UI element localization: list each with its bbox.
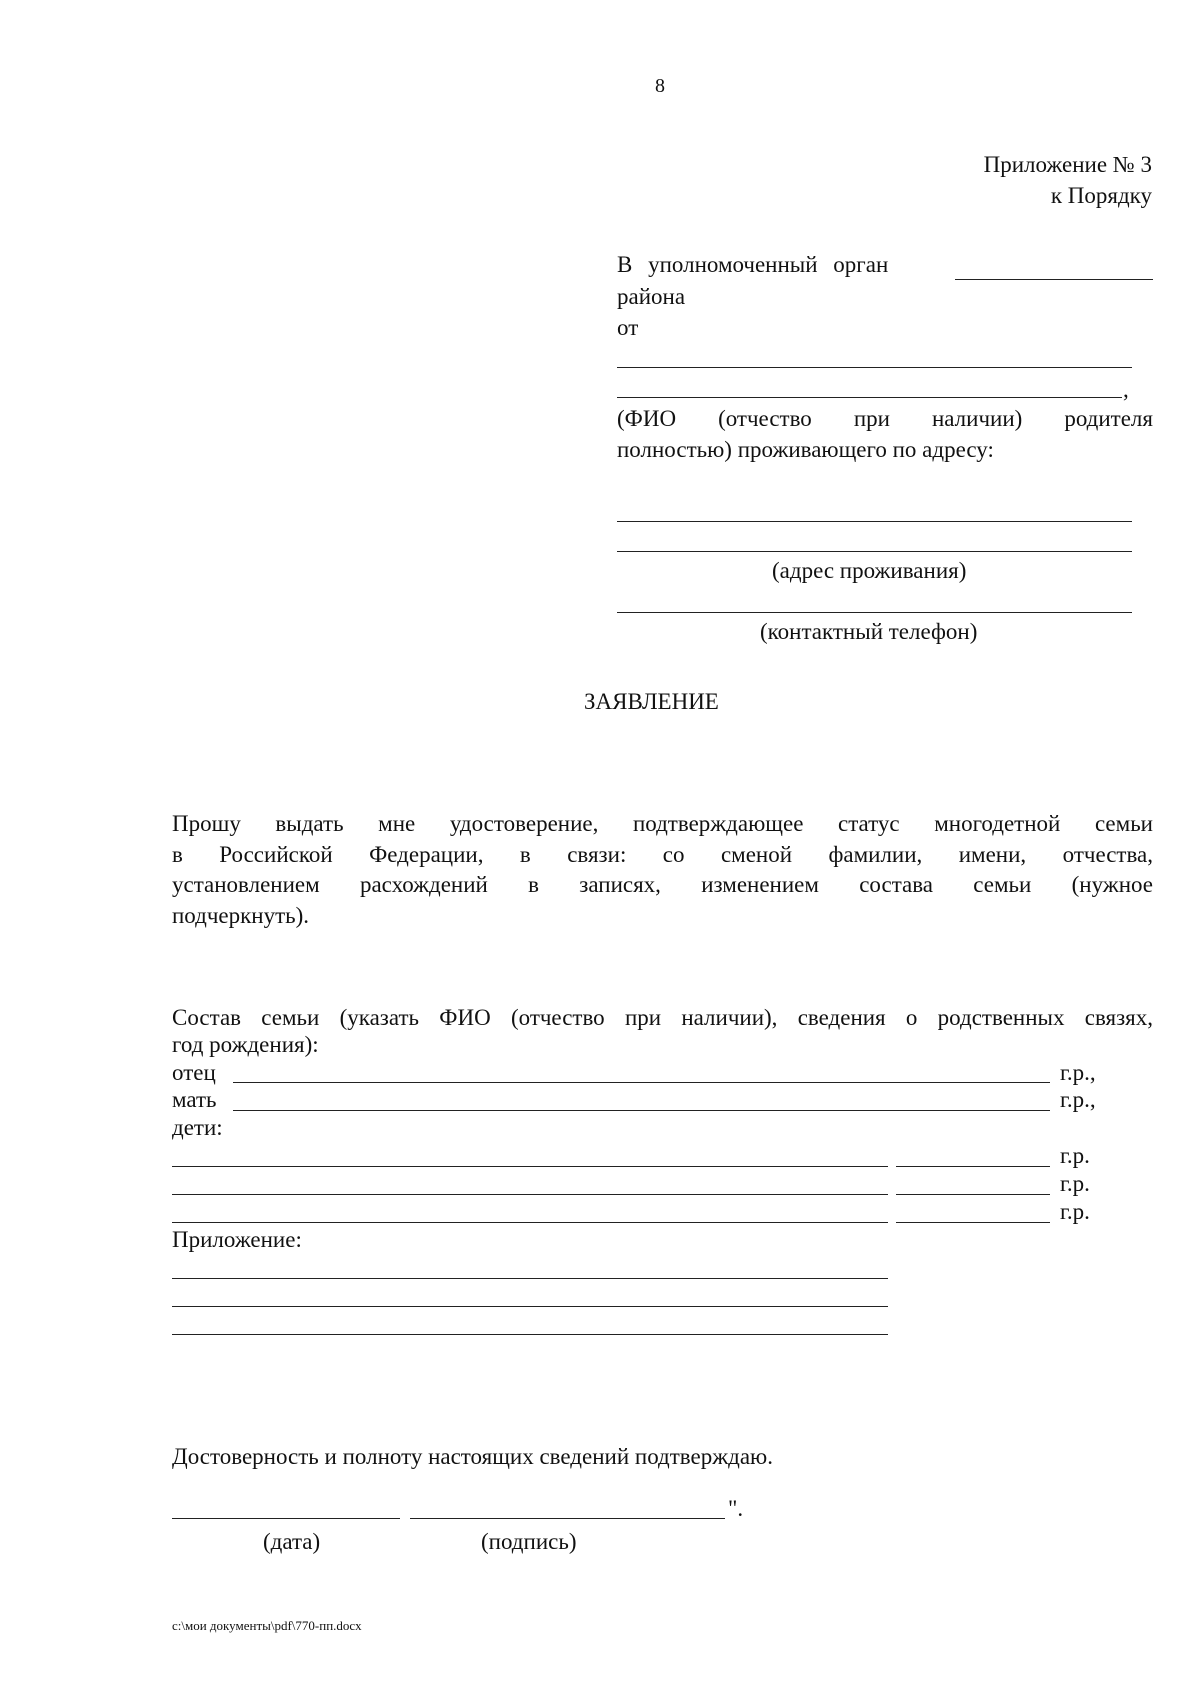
appendix-title: Приложение № 3 xyxy=(983,152,1152,177)
phone-caption: (контактный телефон) xyxy=(760,619,978,644)
appendix-subtitle: к Порядку xyxy=(1050,183,1152,208)
fio-line-comma: , xyxy=(1123,377,1129,402)
request-line-3: установлением расхождений в записях, изменением состава семьи (нужное xyxy=(172,872,1153,897)
father-label: отец xyxy=(172,1060,216,1085)
fio-caption-line-2: полностью) проживающего по адресу: xyxy=(617,437,994,462)
address-line-1 xyxy=(617,521,1132,522)
phone-line xyxy=(617,612,1132,613)
confirmation-statement: Достоверность и полноту настоящих сведений подтверждаю. xyxy=(172,1444,773,1469)
request-line-4: подчеркнуть). xyxy=(172,903,310,928)
mother-birth-year-suffix: г.р., xyxy=(1060,1087,1096,1112)
mother-label: мать xyxy=(172,1087,217,1112)
child-3-year-line xyxy=(896,1222,1050,1223)
addressee-from-label: от xyxy=(617,315,639,340)
fio-line-1 xyxy=(617,367,1132,368)
child-1-name-line xyxy=(172,1166,888,1167)
child-3-birth-year-suffix: г.р. xyxy=(1060,1199,1090,1224)
organ-name-line xyxy=(955,279,1153,280)
date-line xyxy=(172,1518,400,1519)
addressee-organ-label: В уполномоченный орган xyxy=(617,252,889,277)
child-3-name-line xyxy=(172,1222,888,1223)
family-intro-line-2: год рождения): xyxy=(172,1032,319,1057)
address-caption: (адрес проживания) xyxy=(772,558,967,583)
document-title: ЗАЯВЛЕНИЕ xyxy=(584,689,719,714)
date-caption: (дата) xyxy=(263,1529,321,1554)
fio-line-2 xyxy=(617,397,1122,398)
addressee-district-label: района xyxy=(617,284,686,309)
child-2-year-line xyxy=(896,1194,1050,1195)
child-1-year-line xyxy=(896,1166,1050,1167)
address-line-2 xyxy=(617,551,1132,552)
children-label: дети: xyxy=(172,1115,223,1140)
attachment-line-1 xyxy=(172,1278,888,1279)
father-name-line xyxy=(233,1082,1050,1083)
signature-caption: (подпись) xyxy=(481,1529,577,1554)
mother-name-line xyxy=(233,1110,1050,1111)
child-2-birth-year-suffix: г.р. xyxy=(1060,1171,1090,1196)
signature-line xyxy=(410,1518,725,1519)
fio-caption-line-1: (ФИО (отчество при наличии) родителя xyxy=(617,406,1153,431)
family-intro-line-1: Состав семьи (указать ФИО (отчество при наличии), сведения о родственных связях, xyxy=(172,1005,1153,1030)
footer-file-path: c:\мои документы\pdf\770-пп.docx xyxy=(172,1618,362,1633)
child-1-birth-year-suffix: г.р. xyxy=(1060,1143,1090,1168)
attachment-line-3 xyxy=(172,1334,888,1335)
request-line-2: в Российской Федерации, в связи: со сменой фамилии, имени, отчества, xyxy=(172,842,1153,867)
request-line-1: Прошу выдать мне удостоверение, подтверждающее статус многодетной семьи xyxy=(172,811,1153,836)
page-number: 8 xyxy=(655,75,665,97)
attachments-label: Приложение: xyxy=(172,1227,302,1252)
attachment-line-2 xyxy=(172,1306,888,1307)
child-2-name-line xyxy=(172,1194,888,1195)
father-birth-year-suffix: г.р., xyxy=(1060,1060,1096,1085)
signature-end-mark: ". xyxy=(728,1496,744,1521)
